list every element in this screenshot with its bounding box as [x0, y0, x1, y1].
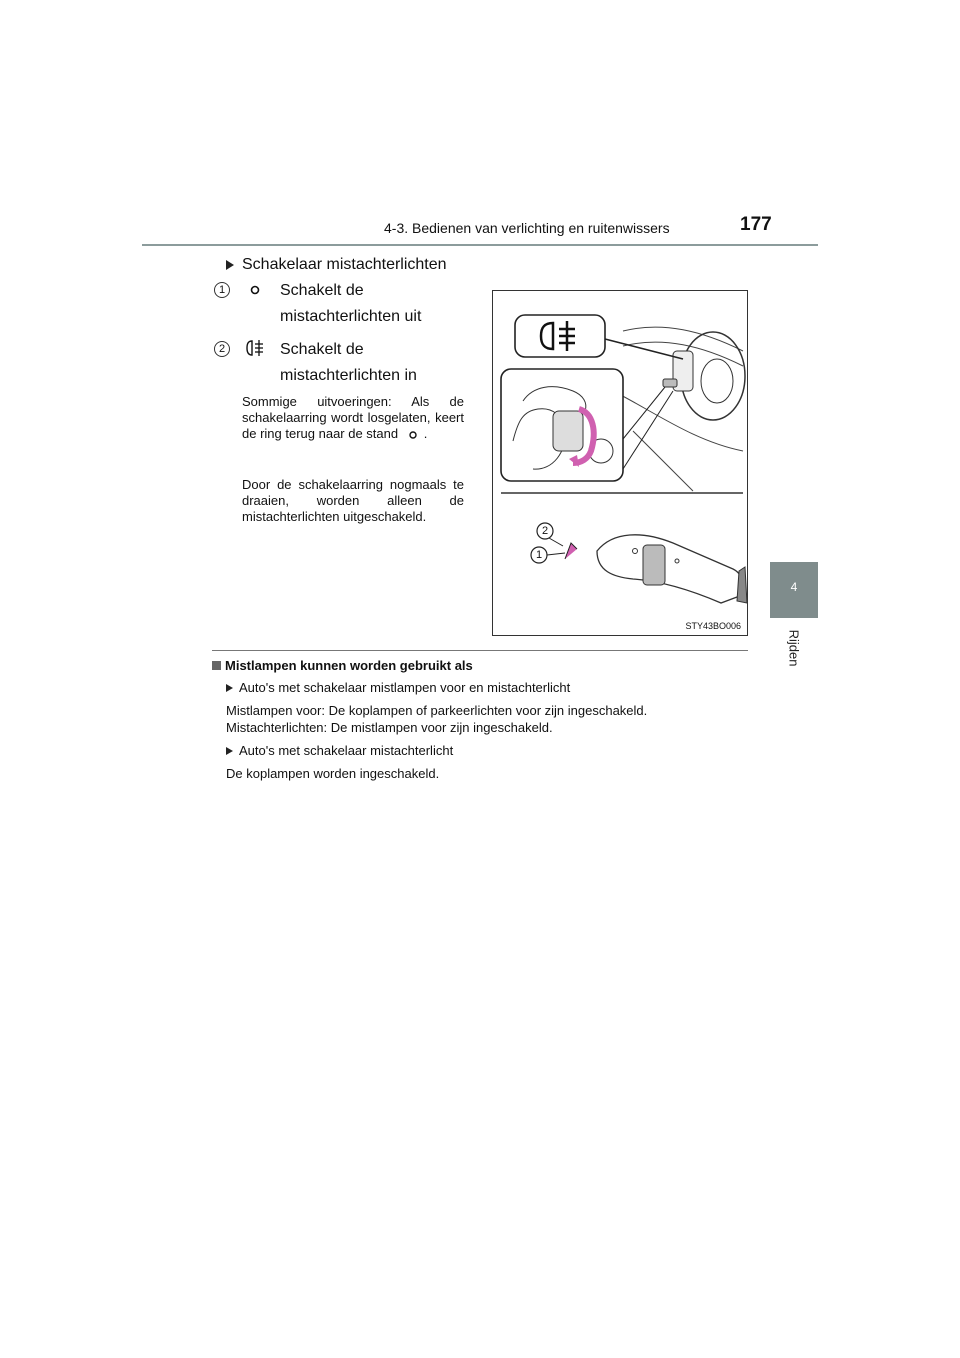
chapter-tab [770, 562, 818, 618]
rear-fog-light-icon [245, 339, 265, 357]
figure-code: STY43BO006 [685, 621, 741, 631]
square-bullet-icon [212, 661, 221, 670]
header-divider [142, 244, 818, 246]
note-1 [242, 394, 464, 442]
triangle-bullet-icon [226, 684, 233, 692]
item-number-2: 2 [214, 341, 230, 357]
off-position-icon [247, 282, 263, 298]
section-heading [212, 658, 473, 673]
paragraph-2: De koplampen worden ingeschakeld. [226, 766, 440, 781]
bullet-1-text: Auto's met schakelaar mistlampen voor en mistachterlicht [239, 680, 571, 695]
item-2-text: Schakelt de mistachterlichten in [280, 341, 417, 384]
triangle-bullet-icon [226, 260, 234, 270]
bullet-2 [226, 743, 453, 758]
note-2: Door de schakelaarring nogmaals te draaien, worden alleen de mistachterlichten uitgeschakeld. [242, 477, 464, 524]
item-1-text: Schakelt de mistachterlichten uit [280, 282, 422, 325]
subsection-heading [226, 256, 447, 274]
stalk-illustration [493, 291, 747, 635]
note-1-end: . [423, 426, 428, 441]
note-1-text: Sommige uitvoeringen: Als de schakelaarring wordt losgelaten, keert de ring terug naar de stand [242, 394, 464, 441]
paragraph-1 [226, 702, 647, 736]
figure-callout-2: 2 [541, 525, 549, 537]
bullet-1 [226, 680, 570, 695]
chapter-number: 4 [790, 580, 798, 594]
chapter-label-box [770, 618, 818, 678]
triangle-bullet-icon [226, 747, 233, 755]
chapter-label: Rijden [786, 629, 802, 667]
item-number-1: 1 [214, 282, 230, 298]
off-position-icon [406, 429, 420, 441]
figure-callout-1: 1 [535, 549, 543, 561]
section-divider [212, 650, 748, 651]
page-number: 177 [740, 214, 772, 235]
subsection-title: Schakelaar mistachterlichten [242, 256, 447, 273]
bullet-2-text: Auto's met schakelaar mistachterlicht [239, 743, 454, 758]
illustration-panel [492, 290, 748, 636]
section-title: 4-3. Bedienen van verlichting en ruitenwissers [384, 220, 670, 236]
paragraph-1-line-2: Mistachterlichten: De mistlampen voor zijn ingeschakeld. [226, 720, 553, 735]
section-heading-text: Mistlampen kunnen worden gebruikt als [225, 658, 473, 673]
paragraph-1-line-1: Mistlampen voor: De koplampen of parkeerlichten voor zijn ingeschakeld. [226, 703, 648, 718]
